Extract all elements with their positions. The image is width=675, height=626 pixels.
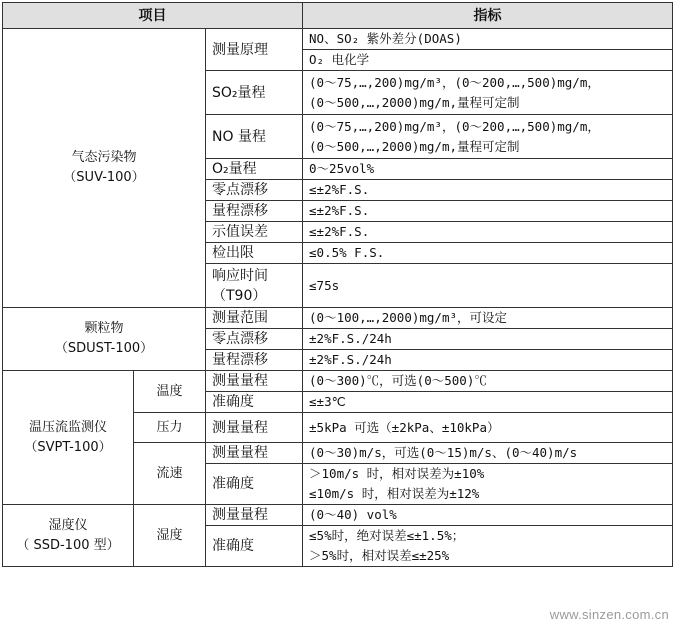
gas-span-drift-value: ≤±2%F.S. xyxy=(303,201,673,222)
o2-range-value: 0～25vol% xyxy=(303,159,673,180)
gas-zero-drift-value: ≤±2%F.S. xyxy=(303,180,673,201)
hum-accuracy-value xyxy=(303,526,673,567)
dust-zero-drift-value: ±2%F.S./24h xyxy=(303,329,673,350)
temp-accuracy-label: 准确度 xyxy=(206,392,303,413)
tpf-name: 温压流监测仪 xyxy=(28,419,107,435)
so2-range-line-1: (0～75,…,200)mg/m³，(0～200,…,500)mg/m， xyxy=(309,74,600,90)
no-range-line-2: (0～500,…,2000)mg/m,量程可定制 xyxy=(309,138,520,154)
detection-limit-value: ≤0.5% F.S. xyxy=(303,243,673,264)
hum-humidity: 湿度 xyxy=(134,505,206,567)
gas-name: 气态污染物 xyxy=(71,150,137,165)
tpf-model: （SVPT-100） xyxy=(24,439,112,455)
flow-accuracy-label: 准确度 xyxy=(206,464,303,505)
hum-name: 湿度仪 xyxy=(48,517,88,533)
dust-name: 颗粒物 xyxy=(84,321,124,336)
gas-category xyxy=(3,29,206,308)
flow-range-label: 测量量程 xyxy=(206,443,303,464)
hum-accuracy-line-1: ≤5%时，绝对误差≤±1.5%； xyxy=(309,528,465,543)
no-range-value xyxy=(303,115,673,159)
principle-2: O₂ 电化学 xyxy=(303,50,673,71)
principle-label: 测量原理 xyxy=(206,29,303,71)
indication-error-label: 示值误差 xyxy=(206,222,303,243)
dust-zero-drift-label: 零点漂移 xyxy=(206,329,303,350)
principle-1: NO、SO₂ 紫外差分(DOAS) xyxy=(303,29,673,50)
hum-accuracy-line-2: ＞5%时，相对误差≤±25% xyxy=(309,548,450,563)
detection-limit-label: 检出限 xyxy=(206,243,303,264)
tpf-flow: 流速 xyxy=(134,443,206,505)
flow-accuracy-value xyxy=(303,464,673,505)
pres-range-value: ±5kPa 可选（±2kPa、±10kPa） xyxy=(303,413,673,443)
tpf-temperature: 温度 xyxy=(134,371,206,413)
pres-range-label: 测量量程 xyxy=(206,413,303,443)
header-item: 项目 xyxy=(3,3,303,29)
header-row xyxy=(3,3,673,29)
hum-range-label: 测量量程 xyxy=(206,505,303,526)
so2-range-line-2: (0～500,…,2000)mg/m,量程可定制 xyxy=(309,94,520,110)
o2-range-label: O₂量程 xyxy=(206,159,303,180)
no-range-label: NO 量程 xyxy=(206,115,303,159)
dust-range-value: (0～100,…,2000)mg/m³，可设定 xyxy=(303,308,673,329)
spec-table xyxy=(2,2,673,567)
dust-span-drift-label: 量程漂移 xyxy=(206,350,303,371)
dust-category xyxy=(3,308,206,371)
response-time-label-1: 响应时间 xyxy=(212,267,268,284)
gas-span-drift-label: 量程漂移 xyxy=(206,201,303,222)
temp-accuracy-value: ≤±3℃ xyxy=(303,392,673,413)
flow-accuracy-line-1: ＞10m/s 时，相对误差为±10% xyxy=(309,466,485,481)
dust-range-label: 测量范围 xyxy=(206,308,303,329)
header-spec: 指标 xyxy=(303,3,673,29)
so2-range-value xyxy=(303,71,673,115)
response-time-label-2: （T90） xyxy=(212,287,267,304)
hum-range-value: (0～40) vol% xyxy=(303,505,673,526)
gas-zero-drift-label: 零点漂移 xyxy=(206,180,303,201)
indication-error-value: ≤±2%F.S. xyxy=(303,222,673,243)
flow-accuracy-line-2: ≤10m/s 时，相对误差为±12% xyxy=(309,486,480,501)
tpf-pressure: 压力 xyxy=(134,413,206,443)
no-range-line-1: (0～75,…,200)mg/m³，(0～200,…,500)mg/m， xyxy=(309,118,600,134)
tpf-category xyxy=(3,371,134,505)
dust-model: （SDUST-100） xyxy=(54,341,154,356)
so2-range-label: SO₂量程 xyxy=(206,71,303,115)
dust-span-drift-value: ±2%F.S./24h xyxy=(303,350,673,371)
hum-accuracy-label: 准确度 xyxy=(206,526,303,567)
watermark-text: www.sinzen.com.cn xyxy=(549,607,669,622)
response-time-label xyxy=(206,264,303,308)
temp-range-label: 测量量程 xyxy=(206,371,303,392)
response-time-value: ≤75s xyxy=(303,264,673,308)
temp-range-value: (0～300)℃，可选(0～500)℃ xyxy=(303,371,673,392)
hum-model: （ SSD-100 型） xyxy=(16,537,120,553)
gas-model: （SUV-100） xyxy=(63,170,145,185)
flow-range-value: (0～30)m/s，可选(0～15)m/s、(0～40)m/s xyxy=(303,443,673,464)
hum-category xyxy=(3,505,134,567)
